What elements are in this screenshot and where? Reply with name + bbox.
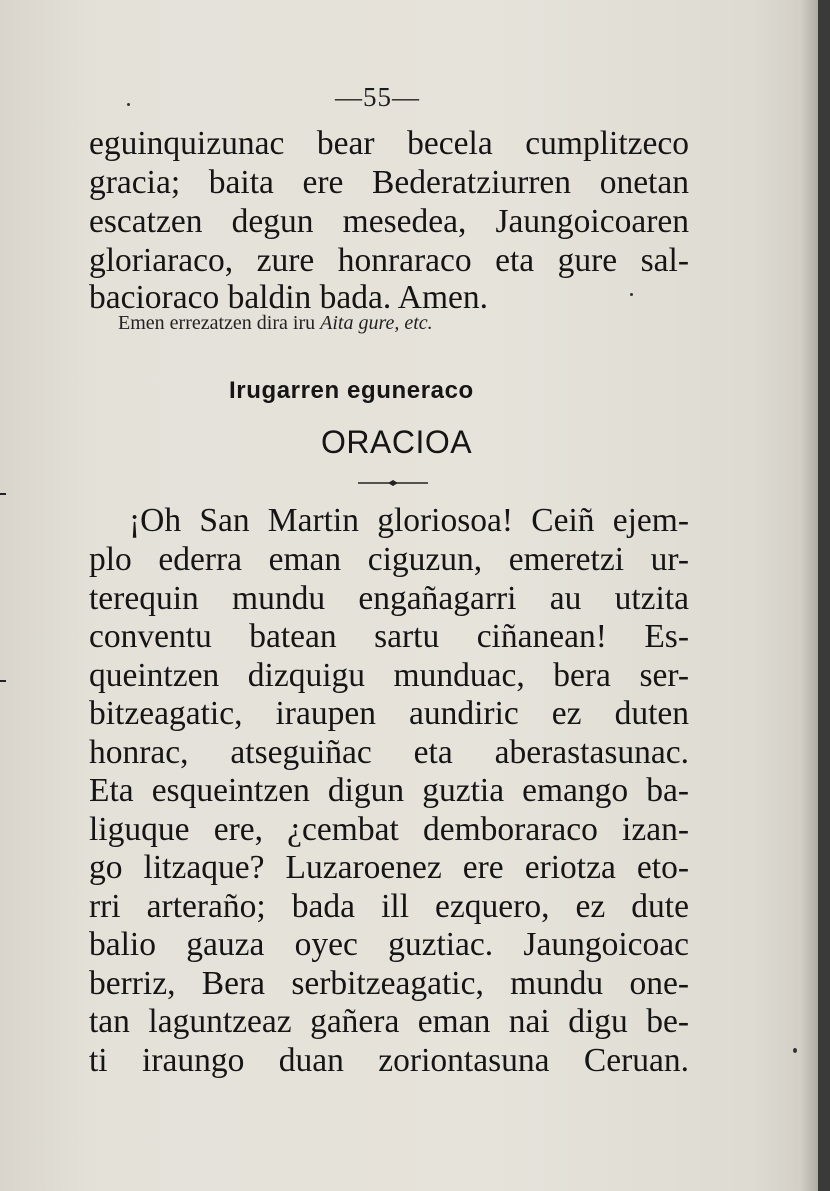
text-line: queintzen dizquigu munduac, bera ser- [89,657,689,694]
section-heading: ORACIOA [321,424,473,460]
text-line: berriz, Bera serbitzeagatic, mundu one- [89,965,689,1002]
heading-rule [358,478,428,488]
text-line: bitzeagatic, iraupen aundiric ez duten [89,695,689,732]
text-line: go litzaque? Luzaroenez ere eriotza eto- [89,849,689,886]
edge-mark [0,493,6,495]
text-line: honrac, atseguiñac eta aberastasunac. [89,734,689,771]
text-line: gloriaraco, zure honraraco eta gure sal- [89,242,689,279]
rubric-italic: Aita gure, etc. [320,312,433,334]
text-line: tan laguntzeaz gañera eman nai digu be- [89,1003,689,1040]
text-line: escatzen degun mesedea, Jaungoicoaren [89,203,689,240]
text-line: gracia; baita ere Bederatziurren onetan [89,164,689,201]
rubric-text: Emen errezatzen dira iru [118,312,321,334]
text-line: terequin mundu engañagarri au utzita [89,580,689,617]
rubric-note [118,312,588,335]
ink-speck [793,1048,797,1053]
edge-mark [0,680,6,682]
text-line: Eta esqueintzen digun guztia emango ba- [89,772,689,809]
ink-speck [127,103,130,106]
text-line: ¡Oh San Martin gloriosoa! Ceiñ ejem- [129,502,689,539]
text-line: plo ederra eman ciguzun, emeretzi ur- [89,541,689,578]
section-title: Irugarren eguneraco [229,377,474,404]
text-line: balio gauza oyec guztiac. Jaungoicoac [89,926,689,963]
page-number: —55— [335,82,420,112]
text-line: ti iraungo duan zoriontasuna Ceruan. [89,1042,689,1079]
text-line: eguinquizunac bear becela cumplitzeco [89,125,689,162]
text-line: bacioraco baldin bada. Amen. [89,279,489,316]
text-line: rri arteraño; bada ill ezquero, ez dute [89,888,689,925]
text-line: liguque ere, ¿cembat demboraraco izan- [89,811,689,848]
text-line: conventu batean sartu ciñanean! Es- [89,618,689,655]
